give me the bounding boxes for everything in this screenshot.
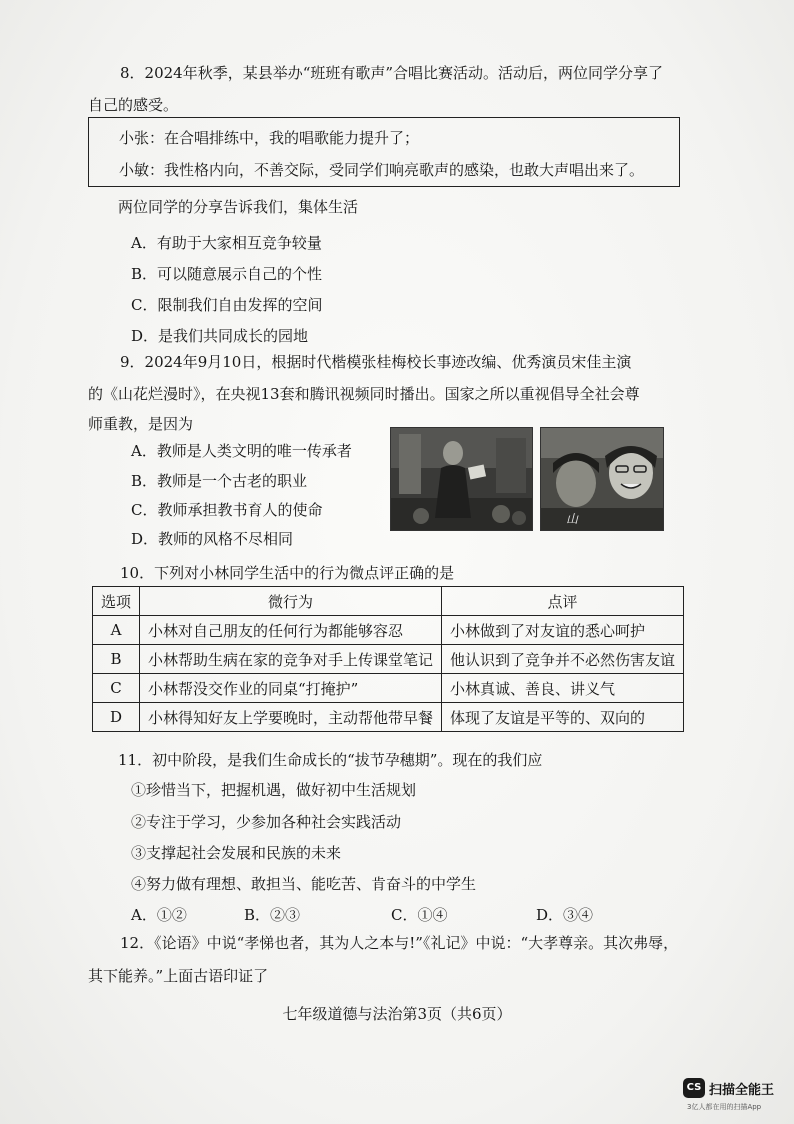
- row-behavior: 小林帮没交作业的同桌“打掩护”: [140, 674, 442, 703]
- table-header-row: [93, 587, 684, 616]
- q8-option-d: D．是我们共同成长的园地: [131, 327, 309, 345]
- students-photo: [540, 427, 664, 531]
- q8-stem-line2: 自己的感受。: [88, 96, 179, 114]
- row-option: D: [93, 703, 140, 732]
- header-behavior: 微行为: [140, 587, 442, 616]
- header-option: 选项: [93, 587, 140, 616]
- q8-quote-zhang: 小张：在合唱排练中，我的唱歌能力提升了；: [119, 129, 420, 147]
- q11-choice-a: A．①②: [131, 906, 187, 924]
- q9-option-d: D．教师的风格不尽相同: [131, 530, 294, 548]
- q9-option-a: A．教师是人类文明的唯一传承者: [131, 442, 352, 460]
- q10-table: [92, 586, 684, 732]
- teacher-photo: [390, 427, 533, 531]
- row-comment: 小林真诚、善良、讲义气: [442, 674, 684, 703]
- row-behavior: 小林得知好友上学要晚时，主动帮他带早餐: [140, 703, 442, 732]
- brand-tagline: 3亿人都在用的扫描App: [687, 1103, 762, 1111]
- q8-option-c: C．限制我们自由发挥的空间: [131, 296, 323, 314]
- q11-choice-c: C．①④: [391, 906, 448, 924]
- q9-stem-line2: 的《山花烂漫时》，在央视13套和腾讯视频同时播出。国家之所以重视倡导全社会尊: [88, 385, 640, 403]
- q11-item-1: ①珍惜当下，把握机遇，做好初中生活规划: [131, 781, 417, 799]
- q8-quote-min: 小敏：我性格内向，不善交际，受同学们响亮歌声的感染，也敢大声唱出来了。: [119, 161, 645, 179]
- q11-item-4: ④努力做有理想、敢担当、能吃苦、肯奋斗的中学生: [131, 875, 477, 893]
- row-option: C: [93, 674, 140, 703]
- row-comment: 他认识到了竞争并不必然伤害友谊: [442, 645, 684, 674]
- row-behavior: 小林对自己朋友的任何行为都能够容忍: [140, 616, 442, 645]
- q9-stem-line3: 师重教，是因为: [88, 415, 194, 433]
- camscanner-logo-icon: CS: [683, 1078, 705, 1098]
- row-comment: 小林做到了对友谊的悉心呵护: [442, 616, 684, 645]
- q11-stem: 11．初中阶段，是我们生命成长的“拔节孕穗期”。现在的我们应: [118, 751, 543, 769]
- brand-name: 扫描全能王: [709, 1083, 775, 1098]
- q10-stem: 10．下列对小林同学生活中的行为微点评正确的是: [120, 564, 455, 582]
- photo-caption: 山: [566, 512, 579, 526]
- q9-option-b: B．教师是一个古老的职业: [131, 472, 308, 490]
- q9-stem-line1: 9．2024年9月10日，根据时代楷模张桂梅校长事迹改编、优秀演员宋佳主演: [120, 353, 632, 371]
- row-option: B: [93, 645, 140, 674]
- row-comment: 体现了友谊是平等的、双向的: [442, 703, 684, 732]
- row-option: A: [93, 616, 140, 645]
- q8-question: 两位同学的分享告诉我们，集体生活: [118, 198, 359, 216]
- table-row: [93, 616, 684, 645]
- q12-stem-line1: 12．《论语》中说“孝悌也者，其为人之本与!”《礼记》中说：“大孝尊亲。其次弗辱，: [120, 934, 679, 952]
- q11-choice-d: D．③④: [536, 906, 594, 924]
- q8-option-a: A．有助于大家相互竞争较量: [131, 234, 322, 252]
- q8-quote-box: [88, 117, 680, 187]
- q8-stem-line1: 8．2024年秋季，某县举办“班班有歌声”合唱比赛活动。活动后，两位同学分享了: [120, 64, 664, 82]
- q11-item-3: ③支撑起社会发展和民族的未来: [131, 844, 342, 862]
- q11-item-2: ②专注于学习，少参加各种社会实践活动: [131, 813, 402, 831]
- q11-choice-b: B．②③: [244, 906, 301, 924]
- table-row: [93, 674, 684, 703]
- q12-stem-line2: 其下能养。”上面古语印证了: [88, 967, 269, 985]
- page-footer: 七年级道德与法治第3页（共6页）: [282, 1005, 512, 1023]
- table-row: [93, 645, 684, 674]
- table-row: [93, 703, 684, 732]
- header-comment: 点评: [442, 587, 684, 616]
- q8-option-b: B．可以随意展示自己的个性: [131, 265, 323, 283]
- q9-option-c: C．教师承担教书育人的使命: [131, 501, 323, 519]
- row-behavior: 小林帮助生病在家的竞争对手上传课堂笔记: [140, 645, 442, 674]
